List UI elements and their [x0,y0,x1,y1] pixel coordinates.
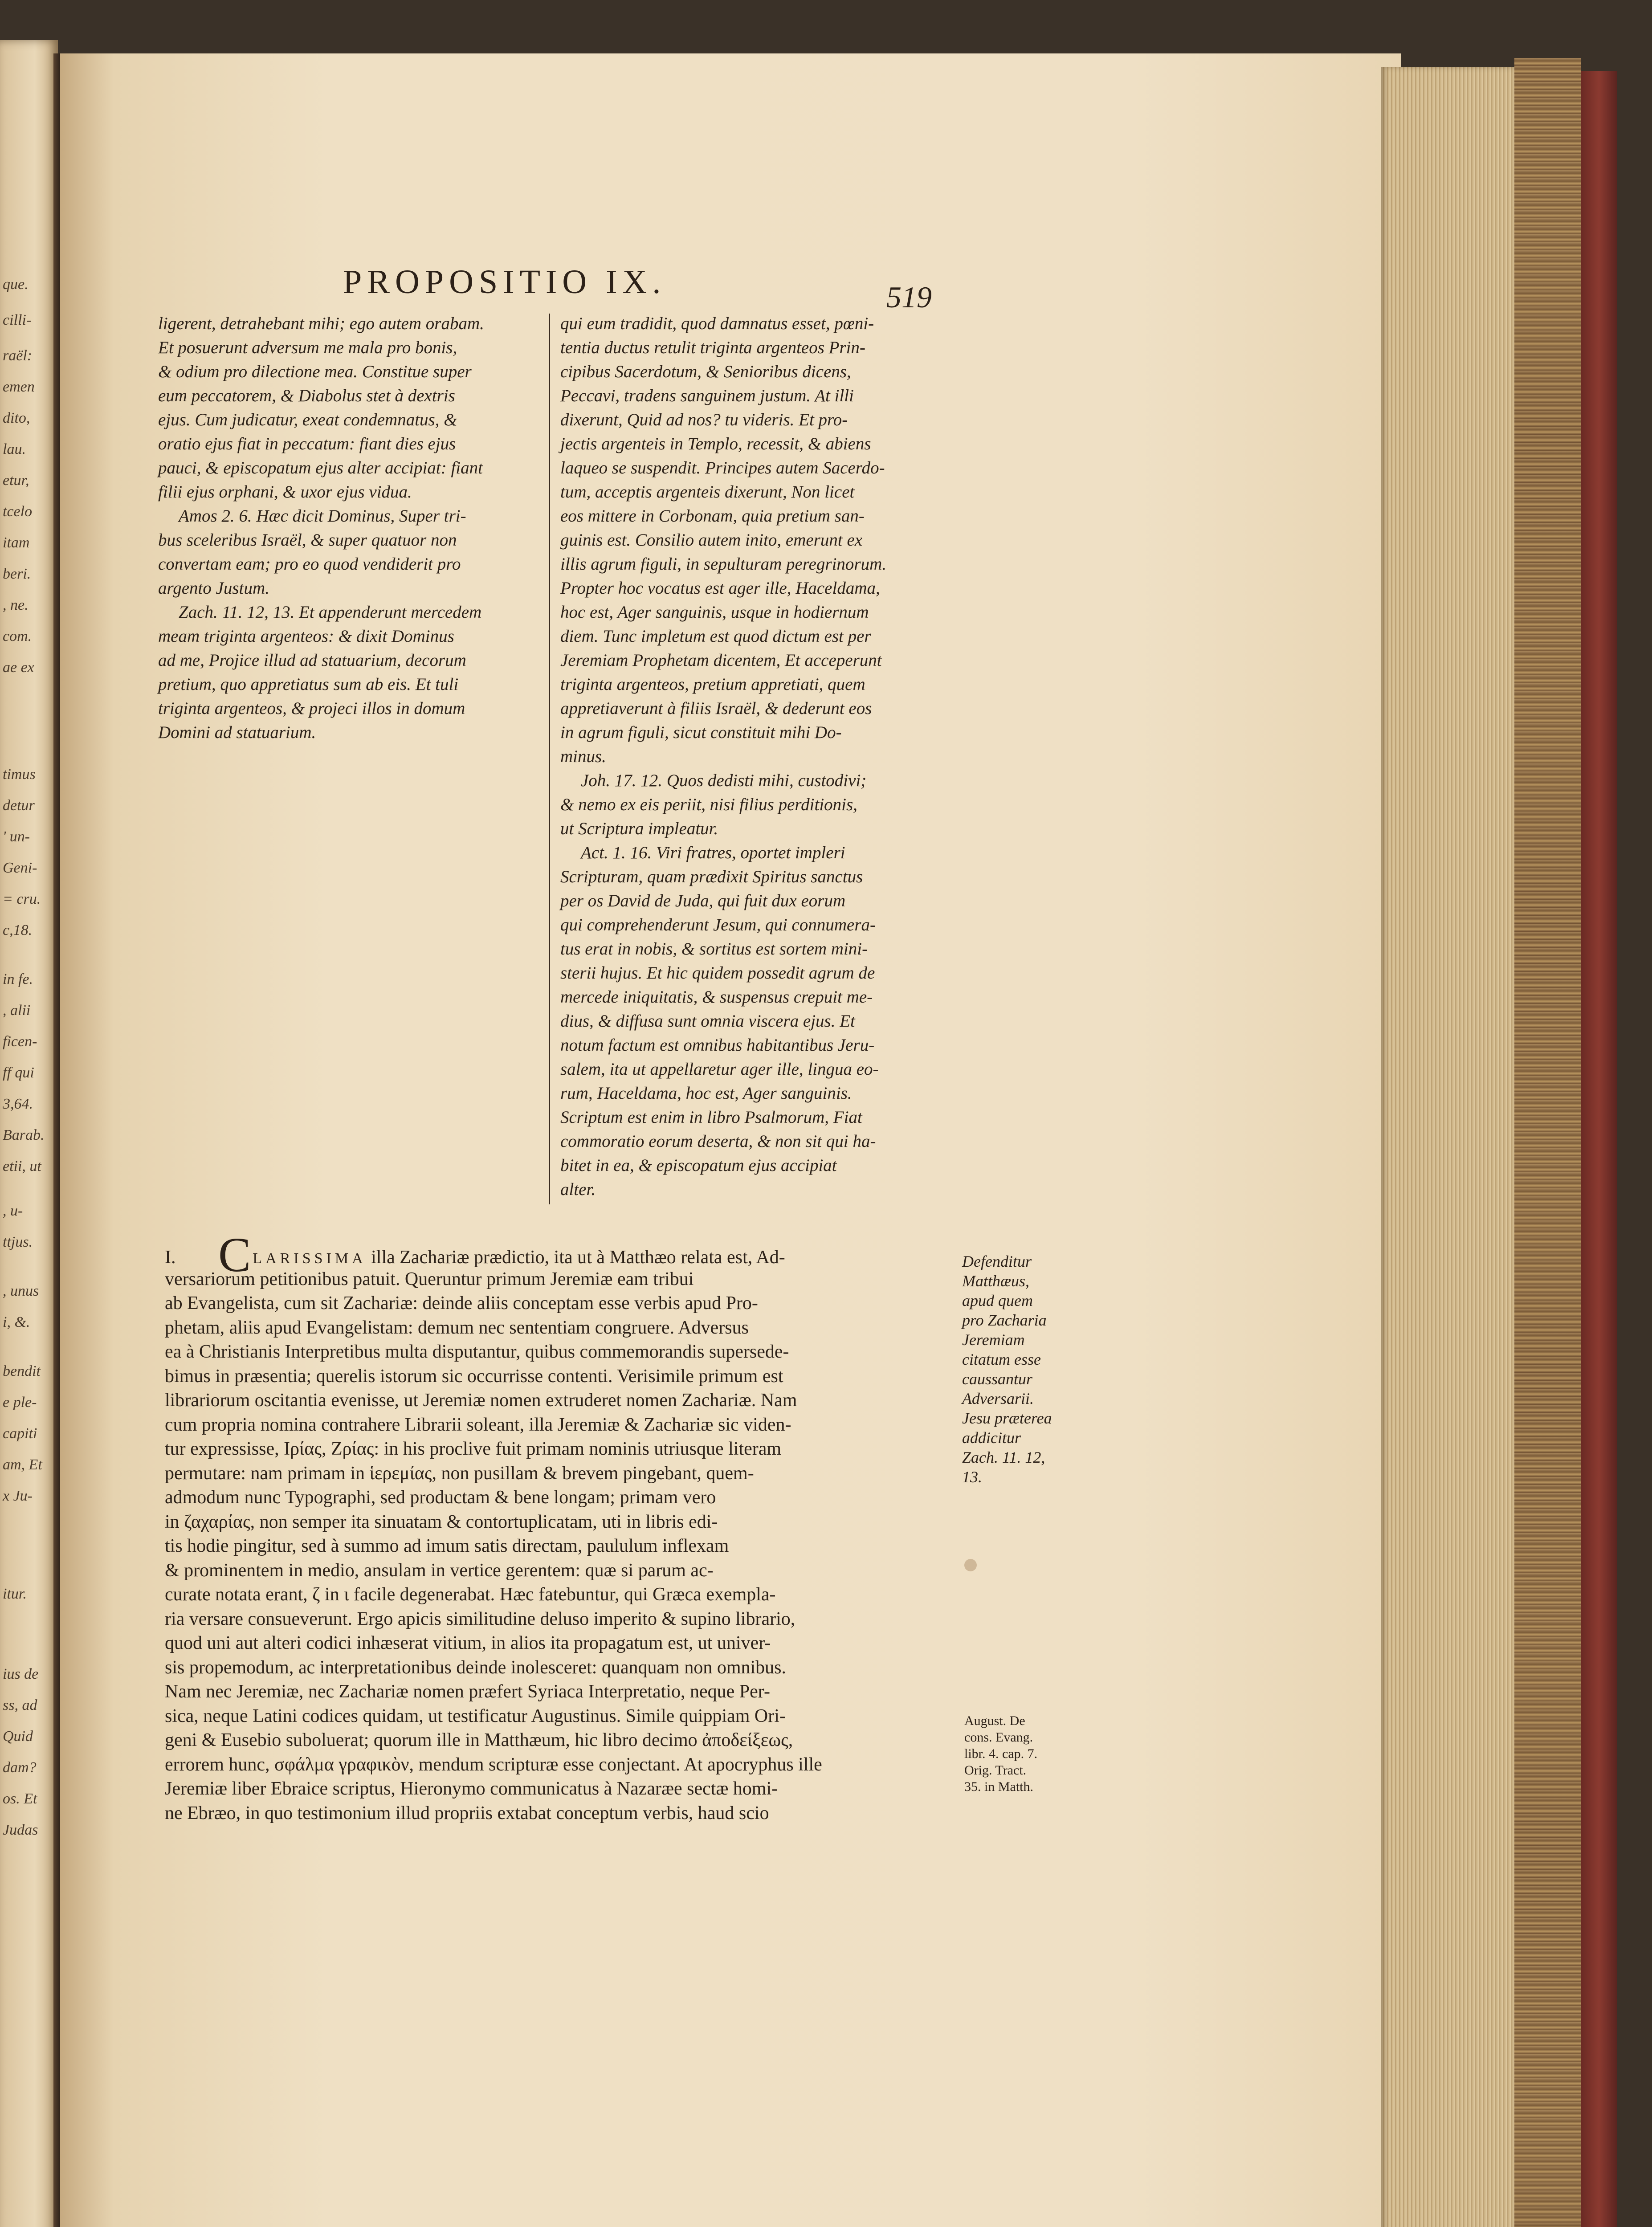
left-page-text-fragment: bendit [3,1363,41,1379]
left-page-text-fragment: que. [3,276,29,293]
left-page-text-fragment: 3,64. [3,1096,33,1112]
body-line: ria versare consueverunt. Ergo apicis similitudine deluso imperito & supino librario, [165,1608,795,1629]
left-page-text-fragment: beri. [3,566,31,582]
left-page-text-fragment: lau. [3,441,26,457]
quote-line: tus erat in nobis, & sortitus est sortem mini- [560,939,868,959]
page-number: 519 [886,280,932,314]
paper-stain [964,1559,977,1571]
book-cover-edge [1514,58,1581,2227]
left-page-text-fragment: Judas [3,1822,38,1838]
quote-line: & odium pro dilectione mea. Constitue super [158,362,472,381]
left-page-text-fragment: dam? [3,1759,37,1776]
quote-line: Act. 1. 16. Viri fratres, oportet impleri [581,843,845,862]
margin-note-line: Jeremiam [962,1331,1025,1349]
body-line: tis hodie pingitur, sed à summo ad imum satis directam, paululum inflexam [165,1536,729,1556]
body-line: tur expressisse, Ιρίας, Ζρίας: in his proclive fuit primam nominis utriusque literam [165,1439,782,1459]
left-page-text-fragment: etur, [3,472,29,489]
margin-reference-line: August. De [964,1713,1025,1728]
margin-reference-line: libr. 4. cap. 7. [964,1746,1038,1761]
left-page-text-fragment: x Ju- [3,1488,33,1504]
left-page-text-fragment: i, &. [3,1314,30,1330]
left-page-text-fragment: raël: [3,347,33,364]
margin-note-line: Matthæus, [962,1272,1030,1290]
quote-line: notum factum est omnibus habitantibus Jeru- [560,1036,875,1055]
section-number: I. [165,1247,176,1268]
margin-note-line: apud quem [962,1292,1033,1309]
quote-line: Peccavi, tradens sanguinem justum. At illi [560,386,854,405]
left-page-text-fragment: detur [3,797,35,814]
left-page-text-fragment: , ne. [3,597,29,613]
body-line: versariorum petitionibus patuit. Queruntur primum Jeremiæ eam tribui [165,1268,694,1289]
body-line: quod uni aut alteri codici inhæserat vitium, in alios ita propagatum est, ut univer- [165,1633,771,1653]
margin-reference-line: Orig. Tract. [964,1763,1027,1778]
body-line: curate notata erant, ζ in ι facile degenerabat. Hæc fatebuntur, qui Græca exempla- [165,1584,776,1605]
quote-line: triginta argenteos, pretium appretiati, quem [560,675,865,694]
quote-line: alter. [560,1180,596,1199]
margin-note-summary [962,1252,1052,1487]
quote-line: eos mittere in Corbonam, quia pretium san- [560,506,865,526]
margin-note-line: Defenditur [962,1252,1032,1270]
body-line: admodum nunc Typographi, sed productam & bene longam; primam vero [165,1487,716,1508]
margin-note-line: pro Zacharia [962,1311,1047,1329]
left-page-text-fragment: ficen- [3,1033,37,1050]
left-page-text-fragment: , unus [3,1283,39,1299]
book-cover-red [1581,71,1617,2227]
body-lines [165,1267,953,1826]
left-page-text-fragment: etii, ut [3,1158,41,1175]
quote-line: ejus. Cum judicatur, exeat condemnatus, & [158,410,457,429]
margin-reference-line: cons. Evang. [964,1730,1033,1745]
quote-line: cipibus Sacerdotum, & Senioribus dicens, [560,362,851,381]
body-line: in ζαχαρίας, non semper ita sinuatam & contortuplicatam, uti in libris edi- [165,1511,718,1532]
quote-line: pretium, quo appretiatus sum ab eis. Et tuli [158,675,459,694]
left-page-text-fragment: ae ex [3,659,34,676]
margin-note-line: Jesu præterea [962,1409,1052,1427]
left-page-text-fragment: itur. [3,1586,27,1602]
quote-line: oratio ejus fiat in peccatum: fiant dies ejus [158,434,456,453]
margin-note-line: Zach. 11. 12, [962,1448,1045,1466]
quote-line: ad me, Projice illud ad statuarium, decorum [158,651,466,670]
quote-line: eum peccatorem, & Diabolus stet à dextris [158,386,455,405]
quote-line: qui eum tradidit, quod damnatus esset, pœni- [560,314,874,333]
quote-line: Scripturam, quam prædixit Spiritus sanctus [560,867,863,886]
quote-line: in agrum figuli, sicut constituit mihi Do- [560,723,842,742]
quote-line: qui comprehenderunt Jesum, qui connumera- [560,915,876,934]
left-page-text-fragment: = cru. [3,891,41,907]
left-page-text-fragment: e ple- [3,1394,37,1411]
quote-line: Propter hoc vocatus est ager ille, Haceldama, [560,579,880,598]
body-line: Nam nec Jeremiæ, nec Zachariæ nomen præfert Syriaca Interpretatio, neque Per- [165,1681,770,1702]
left-page-text-fragment: ss, ad [3,1697,37,1713]
margin-note-line: Adversarii. [962,1390,1034,1407]
quote-line: appretiaverunt à filiis Israël, & dederunt eos [560,699,872,718]
left-page-text-fragment: Barab. [3,1127,45,1143]
quote-line: rum, Haceldama, hoc est, Ager sanguinis. [560,1084,852,1103]
left-page-text-fragment: ttjus. [3,1234,33,1250]
body-line: cum propria nomina contrahere Librarii soleant, illa Jeremiæ & Zachariæ sic viden- [165,1414,791,1435]
quote-line: per os David de Juda, qui fuit dux eorum [560,891,846,910]
quote-line: pauci, & episcopatum ejus alter accipiat: fiant [158,458,483,477]
quote-line: convertam eam; pro eo quod vendiderit pro [158,555,461,574]
margin-note-line: caussantur [962,1370,1033,1388]
quote-line: filii ejus orphani, & uxor ejus vidua. [158,482,412,502]
quote-line: meam triginta argenteos: & dixit Dominus [158,627,454,646]
left-page-text-fragment: emen [3,379,35,395]
quote-line: tum, acceptis argenteis dixerunt, Non licet [560,482,855,502]
quote-line: guinis est. Consilio autem inito, emerunt ex [560,530,863,550]
left-page-text-fragment: ' un- [3,828,30,845]
quote-line: triginta argenteos, & projeci illos in domum [158,699,465,718]
body-line: bimus in præsentia; querelis istorum sic occurrisse contenti. Verisimile primum est [165,1366,783,1387]
quote-line: commoratio eorum deserta, & non sit qui ha- [560,1132,876,1151]
body-line: phetam, aliis apud Evangelistam: demum nec sententiam congruere. Adversus [165,1317,749,1338]
left-page-text-fragment: ff qui [3,1065,34,1081]
left-page-text-fragment: tcelo [3,503,33,520]
main-text [165,1228,953,1825]
left-page-edge [0,40,58,2227]
quote-line: Scriptum est enim in libro Psalmorum, Fiat [560,1108,862,1127]
body-line: Jeremiæ liber Ebraice scriptus, Hieronymo communicatus à Nazaræe sectæ homi- [165,1778,778,1799]
left-page-text-fragment: dito, [3,410,30,426]
body-line: illa Zachariæ prædictio, ita ut à Matthæo relata est, Ad- [371,1247,785,1268]
margin-note-line: 13. [962,1468,982,1486]
quote-line: Domini ad statuarium. [158,723,316,742]
quote-column-left [158,312,532,745]
quote-line: dixerunt, Quid ad nos? tu videris. Et pro- [560,410,848,429]
body-line: ab Evangelista, cum sit Zachariæ: deinde aliis conceptam esse verbis apud Pro- [165,1293,758,1313]
column-rule [549,314,550,1204]
body-line: errorem hunc, σφάλμα γραφικὸν, mendum scripturæ esse conjectant. At apocryphus ille [165,1754,822,1775]
quote-line: Amos 2. 6. Hæc dicit Dominus, Super tri- [179,506,466,526]
running-head: PROPOSITIO IX. [343,263,666,301]
quote-line: dius, & diffusa sunt omnia viscera ejus. Et [560,1012,855,1031]
quote-line: Et posuerunt adversum me mala pro bonis, [158,338,457,357]
quote-line: diem. Tunc impletum est quod dictum est per [560,627,871,646]
left-page-text-fragment: cilli- [3,312,32,328]
quote-line: tentia ductus retulit triginta argenteos Prin- [560,338,865,357]
body-line: sis propemodum, ac interpretationibus deinde inolesceret: quanquam non omnibus. [165,1657,787,1678]
body-line: ne Ebræo, in quo testimonium illud propriis extabat conceptum verbis, haud scio [165,1803,769,1823]
quote-line: Jeremiam Prophetam dicentem, Et acceperunt [560,651,882,670]
quote-line: ligerent, detrahebant mihi; ego autem orabam. [158,314,484,333]
quote-line: Zach. 11. 12, 13. Et appenderunt mercedem [179,603,482,622]
quote-line: mercede iniquitatis, & suspensus crepuit me- [560,987,873,1007]
left-page-text-fragment: Quid [3,1728,33,1745]
left-page-text-fragment: c,18. [3,922,33,938]
quote-line: Joh. 17. 12. Quos dedisti mihi, custodivi; [581,771,867,790]
left-page-text-fragment: , u- [3,1203,23,1219]
quote-line: illis agrum figuli, in sepulturam peregrinorum. [560,555,886,574]
quote-line: laqueo se suspendit. Principes autem Sacerdo- [560,458,885,477]
left-page-text-fragment: capiti [3,1425,37,1442]
body-line: permutare: nam primam in ἱερεμίας, non pusillam & brevem pingebant, quem- [165,1463,754,1484]
quote-column-right [560,312,961,1202]
quote-line: ut Scriptura impleatur. [560,819,718,838]
left-page-text-fragment: timus [3,766,36,783]
body-line: librariorum oscitantia evenisse, ut Jeremiæ nomen extruderet nomen Zachariæ. Nam [165,1390,797,1411]
margin-note-line: addicitur [962,1429,1021,1447]
quote-line: bitet in ea, & episcopatum ejus accipiat [560,1156,837,1175]
drop-cap: C [218,1228,251,1282]
body-line: geni & Eusebio suboluerat; quorum ille in Matthæum, hic libro decimo ἀποδείξεως, [165,1730,793,1750]
body-line: ea à Christianis Interpretibus multa disputantur, quibus commemorandis supersede- [165,1342,789,1362]
quote-line: & nemo ex eis periit, nisi filius perditionis, [560,795,857,814]
left-page-text-fragment: , alii [3,1002,31,1019]
body-line: & prominentem in medio, ansulam in vertice gerentem: quæ si parum ac- [165,1560,714,1581]
margin-note-references [964,1713,1037,1795]
quote-line: bus sceleribus Israël, & super quatuor non [158,530,457,550]
quote-line: argento Justum. [158,579,269,598]
page-edges [1381,67,1514,2227]
left-page-text-fragment: in fe. [3,971,33,987]
body-line: sica, neque Latini codices quidam, ut testificatur Augustinus. Simile quippiam Ori- [165,1705,786,1726]
quote-line: sterii hujus. Et hic quidem possedit agrum de [560,963,875,983]
quote-line: salem, ita ut appellaretur ager ille, lingua eo- [560,1060,879,1079]
left-page-text-fragment: itam [3,534,30,551]
margin-reference-line: 35. in Matth. [964,1779,1033,1794]
left-page-text-fragment: com. [3,628,32,644]
quote-line: hoc est, Ager sanguinis, usque in hodiernum [560,603,869,622]
quote-line: jectis argenteis in Templo, recessit, & abiens [560,434,871,453]
first-word-small-caps: LARISSIMA [253,1250,367,1267]
margin-note-line: citatum esse [962,1350,1041,1368]
left-page-text-fragment: ius de [3,1666,39,1682]
left-page-text-fragment: os. Et [3,1791,37,1807]
left-page-text-fragment: Geni- [3,860,37,876]
left-page-text-fragment: am, Et [3,1456,42,1473]
quote-line: minus. [560,747,606,766]
